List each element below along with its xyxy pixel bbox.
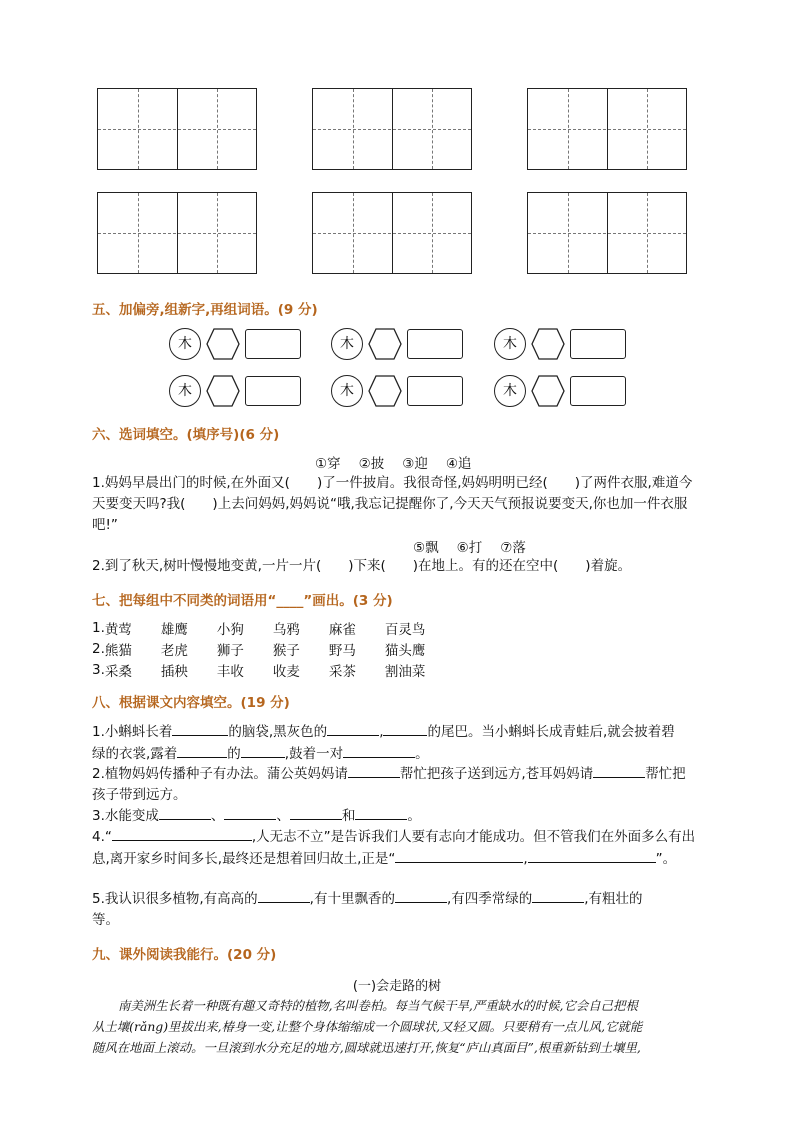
fill-blank[interactable] <box>177 743 227 758</box>
word[interactable]: 麻雀 <box>328 621 356 638</box>
fill-blank[interactable] <box>532 888 584 903</box>
table-row <box>92 638 441 659</box>
option: ①穿 <box>315 456 341 472</box>
text-line: 吧!” <box>92 517 118 533</box>
word[interactable]: 丰收 <box>216 663 244 680</box>
word-box[interactable] <box>407 376 463 406</box>
fill-blank[interactable] <box>290 805 342 820</box>
table-row <box>92 659 441 680</box>
story-title: (一)会走路的树 <box>352 979 442 994</box>
fill-blank[interactable] <box>593 763 645 778</box>
fill-blank[interactable] <box>224 805 276 820</box>
option: ⑤飘 <box>413 540 439 556</box>
fill-blank[interactable] <box>395 848 523 863</box>
fill-blank[interactable] <box>258 888 310 903</box>
fill-blank[interactable] <box>528 848 656 863</box>
radical-circle: 木 <box>494 328 526 360</box>
question-8-1: 1.小蝌蚪长着 的脑袋,黑灰色的 , 的尾巴。当小蝌蚪长成青蛙后,就会披着碧 绿的衣裳,露着 的 ,鼓着一对 。 <box>92 721 704 765</box>
writing-grid[interactable] <box>97 192 257 274</box>
section-8-heading: 八、根据课文内容填空。(19 分) <box>92 695 290 711</box>
word[interactable]: 乌鸦 <box>272 621 300 638</box>
new-char-hexagon[interactable] <box>368 375 402 407</box>
word[interactable]: 雄鹰 <box>160 621 188 638</box>
fill-blank[interactable] <box>383 721 427 736</box>
question-8-4: 4.“ ,人无志不立”是告诉我们人要有志向才能成功。但不管我们在外面多么有出 息,离开家乡时间多长,最终还是想着回归故土,正是“ , ”。 <box>92 826 704 870</box>
word[interactable]: 插秧 <box>160 663 188 680</box>
option: ④追 <box>445 456 472 472</box>
word[interactable]: 小狗 <box>216 621 244 638</box>
word-options-1 <box>315 452 489 472</box>
section-9-heading: 九、课外阅读我能行。(20 分) <box>92 947 277 963</box>
writing-grid[interactable] <box>527 88 687 170</box>
text-line: 随风在地面上滚动。一旦滚到水分充足的地方,圆球就迅速打开,恢复“庐山真面目”,根重新钻到土壤里, <box>92 1040 641 1055</box>
story-passage <box>92 995 704 1058</box>
writing-grid[interactable] <box>312 192 472 274</box>
option: ⑥打 <box>456 540 483 556</box>
section-7-heading: 七、把每组中不同类的词语用“____”画出。(3 分) <box>92 593 393 609</box>
word-box[interactable] <box>570 329 626 359</box>
word-box[interactable] <box>245 329 301 359</box>
word-group-table <box>92 617 441 680</box>
text-line: 南美洲生长着一种既有趣又奇特的植物,名叫卷柏。每当气候干旱,严重缺水的时候,它会自己把根 <box>118 998 638 1013</box>
question-6-2: 2.到了秋天,树叶慢慢地变黄,一片一片( )下来( )在地上。有的还在空中( )着旋。 <box>92 558 632 574</box>
word[interactable]: 猴子 <box>272 642 300 659</box>
word[interactable]: 黄莺 <box>104 621 132 638</box>
word-options-2 <box>413 536 544 556</box>
writing-grid[interactable] <box>97 88 257 170</box>
new-char-hexagon[interactable] <box>206 328 240 360</box>
word[interactable]: 猫头鹰 <box>384 642 426 659</box>
question-6-1 <box>92 473 704 536</box>
radical-circle: 木 <box>494 375 526 407</box>
new-char-hexagon[interactable] <box>206 375 240 407</box>
radical-circle: 木 <box>331 328 363 360</box>
radical-circle: 木 <box>169 328 201 360</box>
text-line: 天要变天吗?我( )上去问妈妈,妈妈说“哦,我忘记提醒你了,今天天气预报说要变天,你也加一件衣服 <box>92 496 688 512</box>
question-8-3: 3.水能变成 、 、 和 。 <box>92 805 704 827</box>
fill-blank[interactable] <box>327 721 379 736</box>
question-8-2: 2.植物妈妈传播种子有办法。蒲公英妈妈请 帮忙把孩子送到远方,苍耳妈妈请 帮忙把 孩子带到远方。 <box>92 763 704 806</box>
word-box[interactable] <box>570 376 626 406</box>
word[interactable]: 百灵鸟 <box>384 621 426 638</box>
word[interactable]: 熊猫 <box>104 642 132 659</box>
text-line: 1.妈妈早晨出门的时候,在外面又( )了一件披肩。我很奇怪,妈妈明明已经( )了两件衣服,难道今 <box>92 475 693 491</box>
fill-blank[interactable] <box>172 721 228 736</box>
word-box[interactable] <box>245 376 301 406</box>
table-row <box>92 617 441 638</box>
word[interactable]: 采桑 <box>104 663 132 680</box>
word[interactable]: 老虎 <box>160 642 188 659</box>
row-number: 3. <box>92 661 105 678</box>
fill-blank[interactable] <box>348 763 400 778</box>
new-char-hexagon[interactable] <box>531 328 565 360</box>
radical-circle: 木 <box>169 375 201 407</box>
word[interactable]: 狮子 <box>216 642 244 659</box>
word[interactable]: 收麦 <box>272 663 300 680</box>
fill-blank[interactable] <box>343 743 415 758</box>
option: ⑦落 <box>500 540 526 556</box>
word[interactable]: 采茶 <box>328 663 356 680</box>
option: ②披 <box>358 456 385 472</box>
fill-blank[interactable] <box>395 888 447 903</box>
text-line: 从土壤(rǎng)里拔出来,椿身一变,让整个身体缩缩成一个圆球状,又轻又圆。只要稍有一点儿风,它就能 <box>92 1019 643 1034</box>
fill-blank[interactable] <box>112 826 252 841</box>
word[interactable]: 割油菜 <box>384 663 426 680</box>
fill-blank[interactable] <box>355 805 407 820</box>
fill-blank[interactable] <box>159 805 211 820</box>
word-box[interactable] <box>407 329 463 359</box>
section-6-heading: 六、选词填空。(填序号)(6 分) <box>92 427 280 443</box>
radical-circle: 木 <box>331 375 363 407</box>
section-5-heading: 五、加偏旁,组新字,再组词语。(9 分) <box>92 302 318 318</box>
option: ③迎 <box>402 456 428 472</box>
fill-blank[interactable] <box>241 743 285 758</box>
row-number: 2. <box>92 640 105 657</box>
word[interactable]: 野马 <box>328 642 356 659</box>
new-char-hexagon[interactable] <box>368 328 402 360</box>
question-8-5: 5.我认识很多植物,有高高的 ,有十里飘香的 ,有四季常绿的 ,有粗壮的 等。 <box>92 888 704 931</box>
writing-grid[interactable] <box>527 192 687 274</box>
writing-grid[interactable] <box>312 88 472 170</box>
new-char-hexagon[interactable] <box>531 375 565 407</box>
row-number: 1. <box>92 619 105 636</box>
